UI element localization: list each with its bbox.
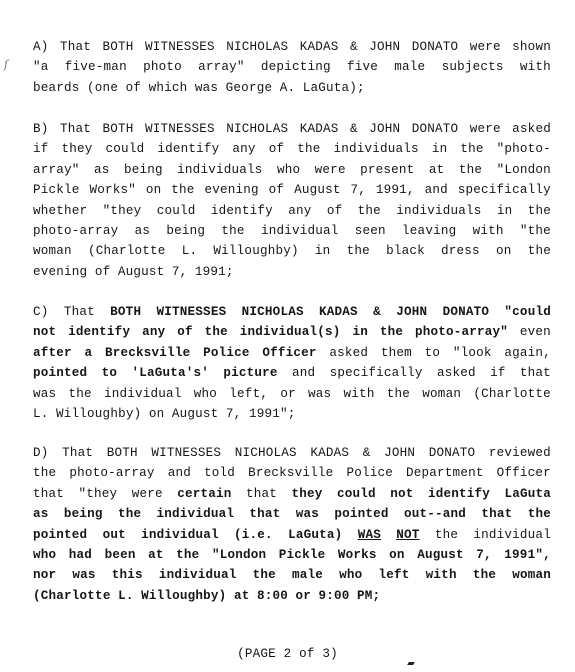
word: in: [431, 142, 448, 157]
word: 'LaGuta's': [131, 366, 210, 381]
page-number: (PAGE 2 of 3): [237, 647, 338, 661]
word: any: [232, 142, 256, 157]
word: could: [105, 142, 145, 157]
word: specifically: [329, 366, 423, 381]
word: been: [104, 547, 136, 562]
word: and: [167, 466, 191, 481]
word: Willoughby): [56, 406, 142, 421]
word: at: [428, 162, 445, 177]
word: was: [308, 386, 332, 401]
word: photo: [143, 60, 182, 75]
word: who: [193, 386, 218, 401]
word: again,: [504, 345, 551, 360]
word: identify: [210, 203, 273, 218]
word: was: [72, 568, 96, 583]
word: any: [142, 325, 166, 340]
word: L.: [181, 244, 198, 259]
word: the: [460, 142, 484, 157]
word: "London: [496, 162, 551, 177]
word: not: [33, 325, 57, 340]
word: individual(s): [239, 325, 341, 340]
word: was: [33, 386, 57, 401]
word: the: [346, 244, 370, 259]
word: or: [280, 386, 296, 401]
word: KADAS: [299, 122, 339, 136]
word: a: [84, 345, 93, 360]
word: 7,: [171, 264, 188, 279]
word: Brecksville: [105, 345, 191, 360]
text-line: [33, 463, 551, 483]
word: Department: [406, 466, 484, 481]
word: WITNESSES: [151, 446, 222, 460]
stray-ink-mark: [407, 662, 415, 665]
word: 1991,: [375, 183, 415, 198]
word: B): [33, 122, 49, 136]
word: male: [292, 568, 324, 583]
word: were: [314, 162, 346, 177]
word: in: [352, 325, 368, 340]
word: could: [156, 203, 196, 218]
word: &: [349, 122, 358, 136]
text-line: [33, 180, 551, 200]
word: who: [339, 568, 363, 583]
word: present: [360, 162, 415, 177]
word: the: [117, 507, 142, 522]
word: Police: [346, 466, 393, 481]
word: A): [33, 40, 49, 54]
word: whether: [33, 203, 88, 218]
word: the: [252, 568, 276, 583]
word: of: [177, 325, 193, 340]
word: seen: [354, 223, 386, 238]
word: DONATO: [442, 305, 490, 319]
word: Works": [89, 183, 136, 198]
word: array": [198, 60, 245, 75]
word: KADAS: [299, 40, 339, 54]
text-line: [33, 443, 551, 463]
word: the: [379, 325, 404, 340]
word: the: [171, 183, 195, 198]
word: this: [111, 568, 143, 583]
word: &: [373, 305, 381, 319]
word: being: [123, 162, 163, 177]
word: George: [225, 80, 273, 95]
word: male: [394, 60, 426, 75]
word: individual: [141, 527, 219, 542]
word: with: [425, 568, 457, 583]
word: them: [380, 345, 412, 360]
word: of: [94, 264, 111, 279]
text-line: [33, 525, 551, 545]
word: individual: [158, 568, 237, 583]
word: told: [204, 466, 236, 481]
word: the: [527, 507, 551, 522]
word: the: [68, 386, 92, 401]
word: was: [194, 80, 219, 95]
word: identify: [157, 142, 220, 157]
word: on: [148, 406, 165, 421]
paragraph-d: [33, 443, 551, 606]
word: identify: [68, 325, 131, 340]
word: KADAS: [310, 446, 350, 460]
word: the: [458, 162, 483, 177]
word: they: [291, 486, 323, 501]
text-line: [33, 221, 551, 241]
word: photo-array: [33, 223, 119, 238]
word: reviewed: [488, 446, 551, 460]
word: who: [276, 162, 301, 177]
word: "could: [504, 305, 551, 319]
word: BOTH: [106, 446, 138, 460]
word: pointed: [33, 527, 88, 542]
word: "London: [211, 547, 267, 562]
word: not: [390, 486, 414, 501]
word: individuals: [333, 142, 419, 157]
word: could: [336, 486, 376, 501]
word: of: [125, 80, 142, 95]
word: A.: [279, 80, 296, 95]
word: that: [249, 507, 281, 522]
word: out--and: [403, 507, 467, 522]
word: after: [33, 345, 72, 360]
word: which: [148, 80, 188, 95]
text-line: [33, 343, 551, 363]
word: LaGuta);: [302, 80, 365, 95]
word: Brecksville: [248, 466, 334, 481]
paragraph-a: [33, 37, 551, 98]
word: C): [33, 305, 49, 319]
word: dress: [441, 244, 480, 259]
word: individual: [473, 527, 551, 542]
word: that: [481, 507, 513, 522]
text-line: [33, 201, 551, 221]
word: D): [33, 446, 49, 460]
word: being: [166, 223, 206, 238]
word: of: [268, 183, 285, 198]
word: left,: [229, 386, 269, 401]
word: picture: [223, 366, 278, 381]
word: leaving: [402, 223, 457, 238]
word: That: [63, 305, 95, 319]
word: 1991;: [194, 264, 234, 279]
word: in: [314, 244, 331, 259]
text-line: [33, 565, 551, 585]
word: JOHN: [369, 122, 401, 136]
word: that: [245, 486, 278, 501]
word: August: [171, 406, 219, 421]
word: BOTH: [110, 305, 142, 319]
word: depicting: [260, 60, 331, 75]
word: of: [326, 203, 343, 218]
word: subjects: [441, 60, 504, 75]
word: if: [33, 142, 49, 157]
word: photo-array": [414, 325, 509, 340]
word: individuals: [396, 203, 482, 218]
word: "photo-: [496, 142, 551, 157]
word: at: [148, 547, 164, 562]
word: Officer: [262, 345, 317, 360]
word: of: [268, 142, 285, 157]
word: were: [469, 122, 501, 136]
word: the: [357, 203, 381, 218]
word: was: [295, 507, 320, 522]
word: the: [527, 203, 551, 218]
word: 1991",: [504, 547, 551, 562]
word: with: [472, 223, 504, 238]
word: NICHOLAS: [234, 446, 297, 460]
word: August: [417, 547, 464, 562]
word: DONATO: [411, 40, 459, 54]
word: nor: [33, 568, 57, 583]
word: with: [519, 60, 551, 75]
word: certain: [177, 486, 232, 501]
text-line: [33, 545, 551, 565]
word: were: [131, 486, 163, 501]
word: WITNESSES: [156, 305, 227, 319]
text-line: [33, 484, 551, 504]
word: Pickle: [33, 183, 80, 198]
word: "they: [78, 486, 118, 501]
word: WITNESSES: [144, 122, 215, 136]
word: who: [33, 547, 57, 562]
text-line: [33, 119, 551, 139]
word: 7,: [476, 547, 492, 562]
word: LaGuta): [288, 527, 343, 542]
word: any: [288, 203, 312, 218]
word: that: [519, 366, 551, 381]
word: the: [33, 466, 57, 481]
word: the: [204, 325, 228, 340]
word: That: [62, 446, 94, 460]
word: JOHN: [384, 446, 416, 460]
word: five: [347, 60, 379, 75]
word: DONATO: [411, 122, 459, 136]
word: BOTH: [102, 122, 134, 136]
word: August: [294, 183, 341, 198]
word: as: [93, 162, 110, 177]
word: "they: [102, 203, 142, 218]
word: woman: [512, 568, 551, 583]
word: WITNESSES: [144, 40, 215, 54]
word: (Charlotte: [473, 386, 551, 401]
word: with: [343, 386, 375, 401]
word: Officer: [496, 466, 551, 481]
word: DONATO: [428, 446, 476, 460]
text-line: [33, 363, 551, 383]
word: 7,: [350, 183, 367, 198]
word: "look: [452, 345, 492, 360]
word: 9:00: [318, 588, 350, 603]
word: evening: [33, 264, 88, 279]
word: shown: [512, 40, 551, 54]
word: that: [33, 486, 65, 501]
text-line: [33, 160, 551, 180]
word: woman: [422, 386, 462, 401]
text-line: [33, 241, 551, 261]
word: even: [519, 325, 551, 340]
word: evening: [204, 183, 259, 198]
word: individual: [156, 507, 235, 522]
word: photo-array: [69, 466, 155, 481]
word: array": [33, 162, 80, 177]
word: (one: [87, 80, 119, 95]
word: on: [389, 547, 405, 562]
word: the: [527, 244, 551, 259]
word: JOHN: [396, 305, 428, 319]
word: &: [362, 446, 371, 460]
word: 8:00: [256, 588, 288, 603]
word: NOT: [396, 527, 420, 542]
word: asked: [512, 122, 551, 136]
word: pointed: [334, 507, 389, 522]
word: JOHN: [369, 40, 401, 54]
word: pointed: [33, 366, 88, 381]
word: August: [117, 264, 165, 279]
text-line: [33, 37, 551, 57]
margin-mark: ſ: [4, 58, 9, 71]
word: on: [145, 183, 162, 198]
word: were: [469, 40, 501, 54]
word: out: [102, 527, 126, 542]
word: &: [349, 40, 358, 54]
word: individuals: [177, 162, 263, 177]
word: the: [434, 527, 459, 542]
word: "a: [33, 60, 49, 75]
word: individual: [104, 386, 182, 401]
word: individual: [260, 223, 339, 238]
text-line: [33, 586, 551, 606]
word: (Charlotte: [33, 588, 111, 603]
text-line: [33, 384, 551, 404]
word: the: [472, 568, 497, 583]
word: That: [59, 122, 91, 136]
word: if: [490, 366, 506, 381]
word: in: [496, 203, 513, 218]
word: NICHOLAS: [226, 40, 289, 54]
word: identify: [427, 486, 490, 501]
word: KADAS: [319, 305, 358, 319]
word: the: [297, 142, 321, 157]
word: (i.e.: [234, 527, 273, 542]
word: black: [386, 244, 425, 259]
word: asked: [329, 345, 369, 360]
text-line: [33, 78, 551, 98]
word: (Charlotte: [87, 244, 166, 259]
word: BOTH: [102, 40, 134, 54]
word: to: [424, 345, 441, 360]
word: had: [68, 547, 93, 562]
word: left: [378, 568, 410, 583]
word: woman: [33, 244, 72, 259]
word: Willoughby): [141, 588, 227, 603]
word: Willoughby): [213, 244, 299, 259]
word: NICHOLAS: [226, 122, 289, 136]
word: NICHOLAS: [241, 305, 304, 319]
word: the: [176, 547, 200, 562]
word: LaGuta: [504, 486, 551, 501]
word: as: [33, 507, 49, 522]
text-line: [33, 139, 551, 159]
text-line: [33, 57, 551, 77]
word: beards: [33, 80, 80, 95]
word: at: [233, 588, 250, 603]
word: or: [295, 588, 311, 603]
paragraph-c: [33, 302, 551, 424]
word: Works: [337, 547, 377, 562]
paragraph-b: [33, 119, 551, 282]
text-line: [33, 302, 551, 322]
text-line: [33, 504, 551, 524]
word: the: [221, 223, 245, 238]
word: 7,: [225, 406, 242, 421]
word: five-man: [64, 60, 127, 75]
word: specifically: [457, 183, 551, 198]
word: asked: [436, 366, 476, 381]
word: PM;: [357, 588, 381, 603]
word: "the: [519, 223, 551, 238]
word: and: [291, 366, 316, 381]
word: and: [424, 183, 448, 198]
word: the: [386, 386, 411, 401]
word: L.: [118, 588, 134, 603]
word: they: [61, 142, 93, 157]
word: Police: [203, 345, 250, 360]
text-line: [33, 322, 551, 342]
word: being: [63, 507, 103, 522]
word: to: [101, 366, 118, 381]
word: 1991";: [248, 406, 296, 421]
word: That: [59, 40, 91, 54]
text-line: [33, 404, 551, 424]
word: L.: [33, 406, 49, 421]
word: as: [134, 223, 151, 238]
word: Pickle: [278, 547, 326, 562]
word: on: [496, 244, 512, 259]
word: WAS: [357, 527, 381, 542]
text-line: [33, 262, 551, 282]
